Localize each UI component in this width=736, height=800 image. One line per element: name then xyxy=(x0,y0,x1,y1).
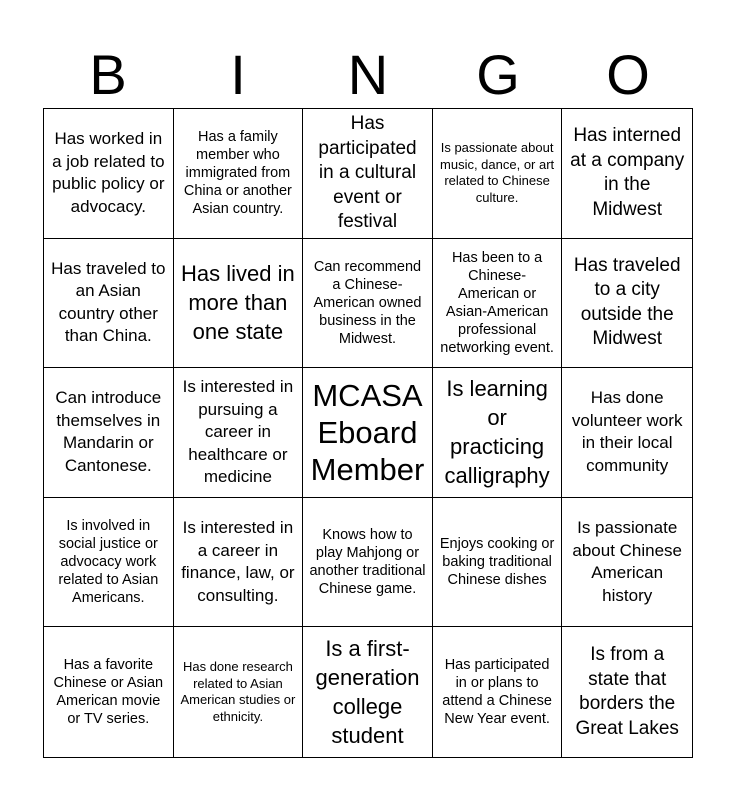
bingo-cell-text: Has traveled to an Asian country other than China. xyxy=(51,258,166,346)
bingo-cell-text: Has interned at a company in the Midwest xyxy=(570,125,685,220)
bingo-cell[interactable] xyxy=(44,498,174,628)
bingo-cell[interactable] xyxy=(44,627,174,757)
bingo-cell-text: Has a family member who immigrated from China or another Asian country. xyxy=(183,129,292,218)
bingo-cell-text: Is a first-generation college student xyxy=(315,636,420,749)
bingo-cell-text: Has worked in a job related to public policy or advocacy. xyxy=(52,129,165,216)
bingo-cell-text: Is interested in a career in finance, law, or consulting. xyxy=(181,518,295,605)
bingo-cell[interactable] xyxy=(562,109,692,239)
bingo-cell-text: Has been to a Chinese-American or Asian-American professional networking event. xyxy=(440,249,554,356)
bingo-cell[interactable] xyxy=(174,109,304,239)
bingo-cell-text: Knows how to play Mahjong or another traditional Chinese game. xyxy=(309,527,426,598)
bingo-cell[interactable] xyxy=(303,498,433,628)
bingo-cell-text: Can recommend a Chinese-American owned business in the Midwest. xyxy=(313,258,422,347)
bingo-cell-text: Is passionate about Chinese American history xyxy=(572,518,683,605)
bingo-cell-text: Has done research related to Asian American studies or ethnicity. xyxy=(180,659,296,724)
header-letter-o: O xyxy=(606,43,650,106)
bingo-cell-text: Is from a state that borders the Great Lakes xyxy=(575,644,679,739)
bingo-cell-text: Has participated in a cultural event or festival xyxy=(318,113,417,233)
bingo-cell[interactable] xyxy=(562,498,692,628)
bingo-cell[interactable] xyxy=(433,239,563,369)
bingo-cell[interactable] xyxy=(44,368,174,498)
bingo-cell[interactable] xyxy=(174,627,304,757)
header-letter-b: B xyxy=(89,43,127,106)
bingo-cell[interactable] xyxy=(433,498,563,628)
bingo-cell[interactable] xyxy=(44,239,174,369)
bingo-cell[interactable] xyxy=(303,368,433,498)
bingo-cell[interactable] xyxy=(433,368,563,498)
bingo-cell-text: Is learning or practicing calligraphy xyxy=(444,376,550,489)
bingo-cell[interactable] xyxy=(562,627,692,757)
bingo-cell[interactable] xyxy=(174,239,304,369)
bingo-cell-text: Is passionate about music, dance, or art related to Chinese culture. xyxy=(440,140,555,205)
bingo-cell[interactable] xyxy=(303,109,433,239)
bingo-cell[interactable] xyxy=(44,109,174,239)
bingo-cell[interactable] xyxy=(562,239,692,369)
bingo-cell-text: Can introduce themselves in Mandarin or Cantonese. xyxy=(55,388,162,475)
bingo-cell[interactable] xyxy=(174,498,304,628)
bingo-cell-text: Has lived in more than one state xyxy=(181,261,295,345)
bingo-cell[interactable] xyxy=(303,239,433,369)
bingo-cell-text: Enjoys cooking or baking traditional Chinese dishes xyxy=(439,536,555,589)
bingo-grid xyxy=(43,108,693,758)
bingo-cell-text: Has traveled to a city outside the Midwest xyxy=(573,254,681,350)
bingo-cell[interactable] xyxy=(303,627,433,757)
bingo-cell-text: Is involved in social justice or advocacy work related to Asian Americans. xyxy=(58,518,159,607)
bingo-cell-text: Is interested in pursuing a career in healthcare or medicine xyxy=(182,377,294,487)
bingo-cell[interactable] xyxy=(433,627,563,757)
header-letter-n: N xyxy=(347,43,389,106)
header-letter-g: G xyxy=(476,43,520,106)
bingo-cell-text: Has participated in or plans to attend a Chinese New Year event. xyxy=(442,657,552,728)
bingo-cell[interactable] xyxy=(562,368,692,498)
bingo-header xyxy=(43,44,693,106)
bingo-cell[interactable] xyxy=(433,109,563,239)
header-letter-i: I xyxy=(230,43,246,106)
bingo-cell-text: Has done volunteer work in their local community xyxy=(571,388,683,475)
bingo-cell-text: Has a favorite Chinese or Asian American movie or TV series. xyxy=(53,657,164,728)
bingo-cell[interactable] xyxy=(174,368,304,498)
bingo-cell-text: MCASA Eboard Member xyxy=(310,377,425,487)
